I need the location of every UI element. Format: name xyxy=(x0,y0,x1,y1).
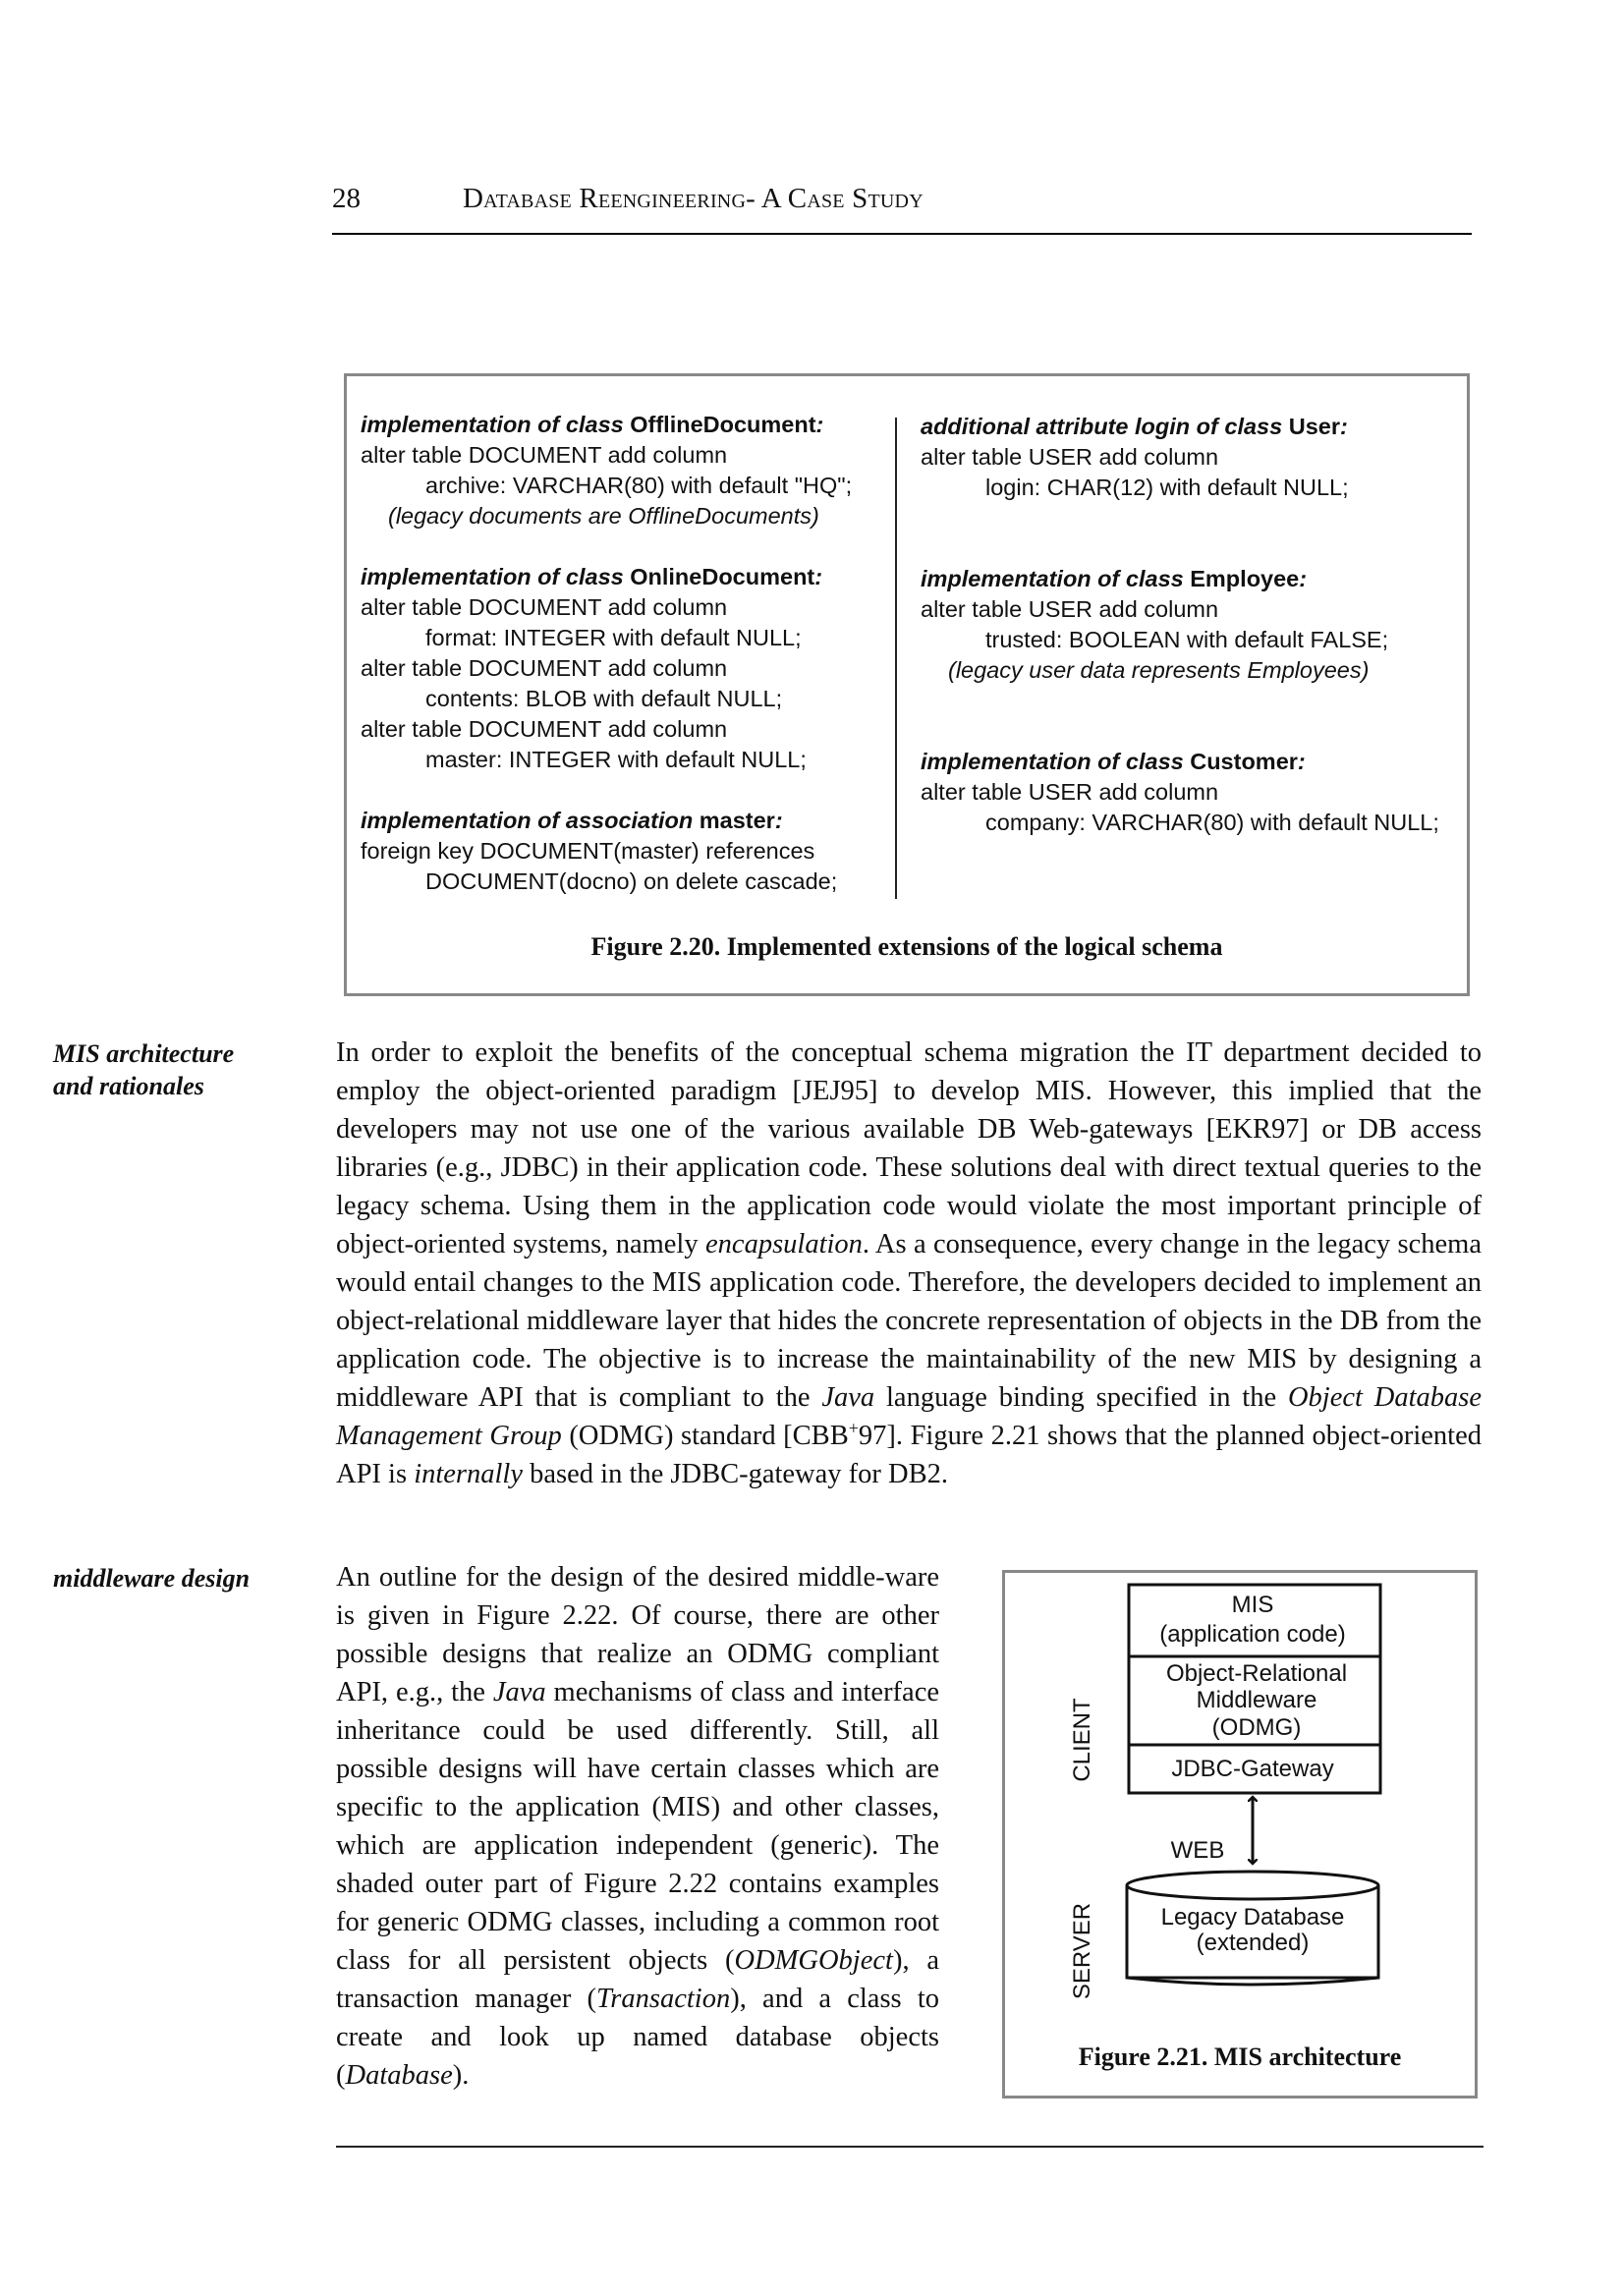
emphasis-text: internally xyxy=(414,1459,524,1489)
paragraph-middleware-design xyxy=(336,1558,939,2095)
web-link-label: WEB xyxy=(1170,1837,1225,1864)
text-run: mechanisms of class and interface inheritance could be used differently. Still, all possible designs will have certain classes which are specific to the application (MIS) and other classes, which are application independent (generic). The shaded outer part of Figure 2.22 contains examples for generic ODMG classes, including a common root class for all persistent objects ( xyxy=(336,1677,940,1976)
column-divider xyxy=(895,418,897,899)
emphasis-text: ODMGObject xyxy=(734,1945,893,1976)
block-heading xyxy=(361,562,891,592)
heading-class-name: OfflineDocument xyxy=(630,412,816,437)
running-title: Database Reengineering- A Case Study xyxy=(463,183,924,214)
code-line: master: INTEGER with default NULL; xyxy=(425,747,807,772)
block-heading xyxy=(361,410,891,440)
code-line: DOCUMENT(docno) on delete cascade; xyxy=(425,868,838,894)
schema-extension-block xyxy=(921,412,1471,503)
schema-extension-block xyxy=(921,564,1471,686)
emphasis-text: Object Database Management Group xyxy=(336,1382,1482,1451)
figure-caption: Figure 2.20. Implemented extensions of the logical schema xyxy=(590,932,1223,961)
text-run: In order to exploit the benefits of the conceptual schema migration the IT department decided to employ the object-oriented paradigm [JEJ95] to develop MIS. However, this implied that the developers may not use one of the various available DB Web-gateways [EKR97] or DB access libraries (e.g., JDBC) in their application code. These solutions deal with direct textual queries to the legacy schema. Using them in the application code would violate the most important principle of object-oriented systems, namely xyxy=(336,1037,1482,1259)
code-comment-line: (legacy user data represents Employees) xyxy=(948,657,1370,683)
block-heading xyxy=(921,412,1471,442)
code-line: alter table USER add column xyxy=(921,444,1219,470)
code-comment-line: (legacy documents are OfflineDocuments) xyxy=(388,503,819,529)
heading-colon: : xyxy=(1299,566,1308,591)
code-line: archive: VARCHAR(80) with default "HQ"; xyxy=(425,473,853,498)
heading-class-name: Customer xyxy=(1190,749,1298,774)
emphasis-text: Java xyxy=(821,1382,875,1413)
heading-prefix: implementation of class xyxy=(921,566,1184,591)
block-heading xyxy=(921,564,1471,594)
schema-code-left-column xyxy=(361,410,891,897)
page-number: 28 xyxy=(332,183,361,214)
code-line: alter table DOCUMENT add column xyxy=(361,655,728,681)
code-line: alter table DOCUMENT add column xyxy=(361,442,728,468)
heading-colon: : xyxy=(1340,414,1348,439)
block-spacer xyxy=(921,686,1471,747)
figure-caption: Figure 2.21. MIS architecture xyxy=(1078,2043,1402,2071)
emphasis-text: Database xyxy=(345,2060,453,2091)
text-run: (ODMG) standard [CBB xyxy=(561,1421,849,1451)
heading-prefix: additional attribute login of class xyxy=(921,414,1283,439)
heading-colon: : xyxy=(774,808,783,833)
superscript: + xyxy=(848,1418,859,1438)
margin-note-line: MIS architecture xyxy=(53,1039,235,1068)
heading-colon: : xyxy=(1297,749,1306,774)
schema-extension-block xyxy=(361,410,891,532)
heading-class-name: OnlineDocument xyxy=(630,564,815,589)
text-run: 97]. Figure 2.21 shows that the planned object-oriented API is xyxy=(336,1421,1482,1489)
database-label: (extended) xyxy=(1196,1930,1310,1956)
server-label: SERVER xyxy=(1069,1902,1095,2000)
text-run: . As a consequence, every change in the legacy schema would entail changes to the MIS application code. Therefore, the developers decided to implement an object-relational middleware layer that hides the concrete representation of objects in the DB from the application code. The objective is to increase the maintainability of the new MIS by designing a middleware API that is compliant to the xyxy=(336,1229,1483,1413)
text-run: ), a transaction manager ( xyxy=(336,1945,940,2014)
code-line: alter table USER add column xyxy=(921,596,1219,622)
text-run: An outline for the design of the desired middle-ware is given in Figure 2.22. Of course, there are other possible designs that realize an ODMG compliant API, e.g., the xyxy=(336,1562,939,1707)
paragraph-mis-architecture xyxy=(336,1034,1482,1493)
client-label: CLIENT xyxy=(1069,1698,1095,1782)
database-label: Legacy Database xyxy=(1160,1904,1345,1931)
code-line: contents: BLOB with default NULL; xyxy=(425,686,783,711)
heading-prefix: implementation of class xyxy=(921,749,1184,774)
margin-note-line: middleware design xyxy=(53,1564,251,1593)
legacy-database-cylinder-icon xyxy=(1127,1872,1378,1985)
block-spacer xyxy=(921,503,1471,564)
emphasis-text: encapsulation xyxy=(705,1229,863,1259)
running-header xyxy=(332,183,1472,222)
code-line: format: INTEGER with default NULL; xyxy=(425,625,802,650)
heading-prefix: implementation of class xyxy=(361,564,624,589)
emphasis-text: Transaction xyxy=(596,1984,731,2014)
heading-class-name: User xyxy=(1288,414,1340,439)
heading-class-name: Employee xyxy=(1190,566,1300,591)
figure-2-20 xyxy=(344,373,1470,996)
layer-label: (application code) xyxy=(1159,1621,1346,1648)
text-run: based in the JDBC-gateway for DB2. xyxy=(523,1459,948,1489)
code-line: trusted: BOOLEAN with default FALSE; xyxy=(985,627,1389,652)
layer-label: JDBC-Gateway xyxy=(1171,1756,1334,1782)
code-line: foreign key DOCUMENT(master) references xyxy=(361,838,815,864)
layer-label: Middleware xyxy=(1196,1687,1317,1713)
heading-colon: : xyxy=(814,564,823,589)
text-run: ), and a class to create and look up named database objects ( xyxy=(336,1984,939,2091)
margin-note-line: and rationales xyxy=(53,1072,204,1100)
text-run: language binding specified in the xyxy=(874,1382,1288,1413)
margin-note-middleware-design xyxy=(53,1562,250,1595)
emphasis-text: Java xyxy=(492,1677,546,1707)
code-line: company: VARCHAR(80) with default NULL; xyxy=(985,810,1439,835)
layer-label: Object-Relational xyxy=(1165,1660,1348,1687)
footer-rule xyxy=(336,2146,1484,2148)
mis-architecture-diagram xyxy=(1005,1573,1475,2035)
code-line: alter table DOCUMENT add column xyxy=(361,594,728,620)
layer-label: (ODMG) xyxy=(1211,1714,1302,1741)
client-layer-stack xyxy=(1129,1585,1380,1793)
heading-class-name: master xyxy=(699,808,775,833)
header-rule xyxy=(332,233,1472,235)
heading-prefix: implementation of association xyxy=(361,808,694,833)
code-line: login: CHAR(12) with default NULL; xyxy=(985,475,1349,500)
schema-extension-block xyxy=(361,562,891,775)
layer-label: MIS xyxy=(1231,1592,1274,1618)
block-heading xyxy=(361,806,891,836)
schema-code-right-column xyxy=(921,412,1471,838)
code-line: alter table USER add column xyxy=(921,779,1219,805)
code-line: alter table DOCUMENT add column xyxy=(361,716,728,742)
heading-prefix: implementation of class xyxy=(361,412,624,437)
heading-colon: : xyxy=(815,412,824,437)
text-run: ). xyxy=(452,2060,470,2091)
margin-note-mis-architecture xyxy=(53,1037,234,1102)
block-spacer xyxy=(361,532,891,562)
block-spacer xyxy=(361,775,891,806)
figure-2-21 xyxy=(1002,1570,1478,2099)
schema-extension-block xyxy=(921,747,1471,838)
layer-jdbc-gateway xyxy=(1171,1756,1333,1782)
block-heading xyxy=(921,747,1471,777)
schema-extension-block xyxy=(361,806,891,897)
